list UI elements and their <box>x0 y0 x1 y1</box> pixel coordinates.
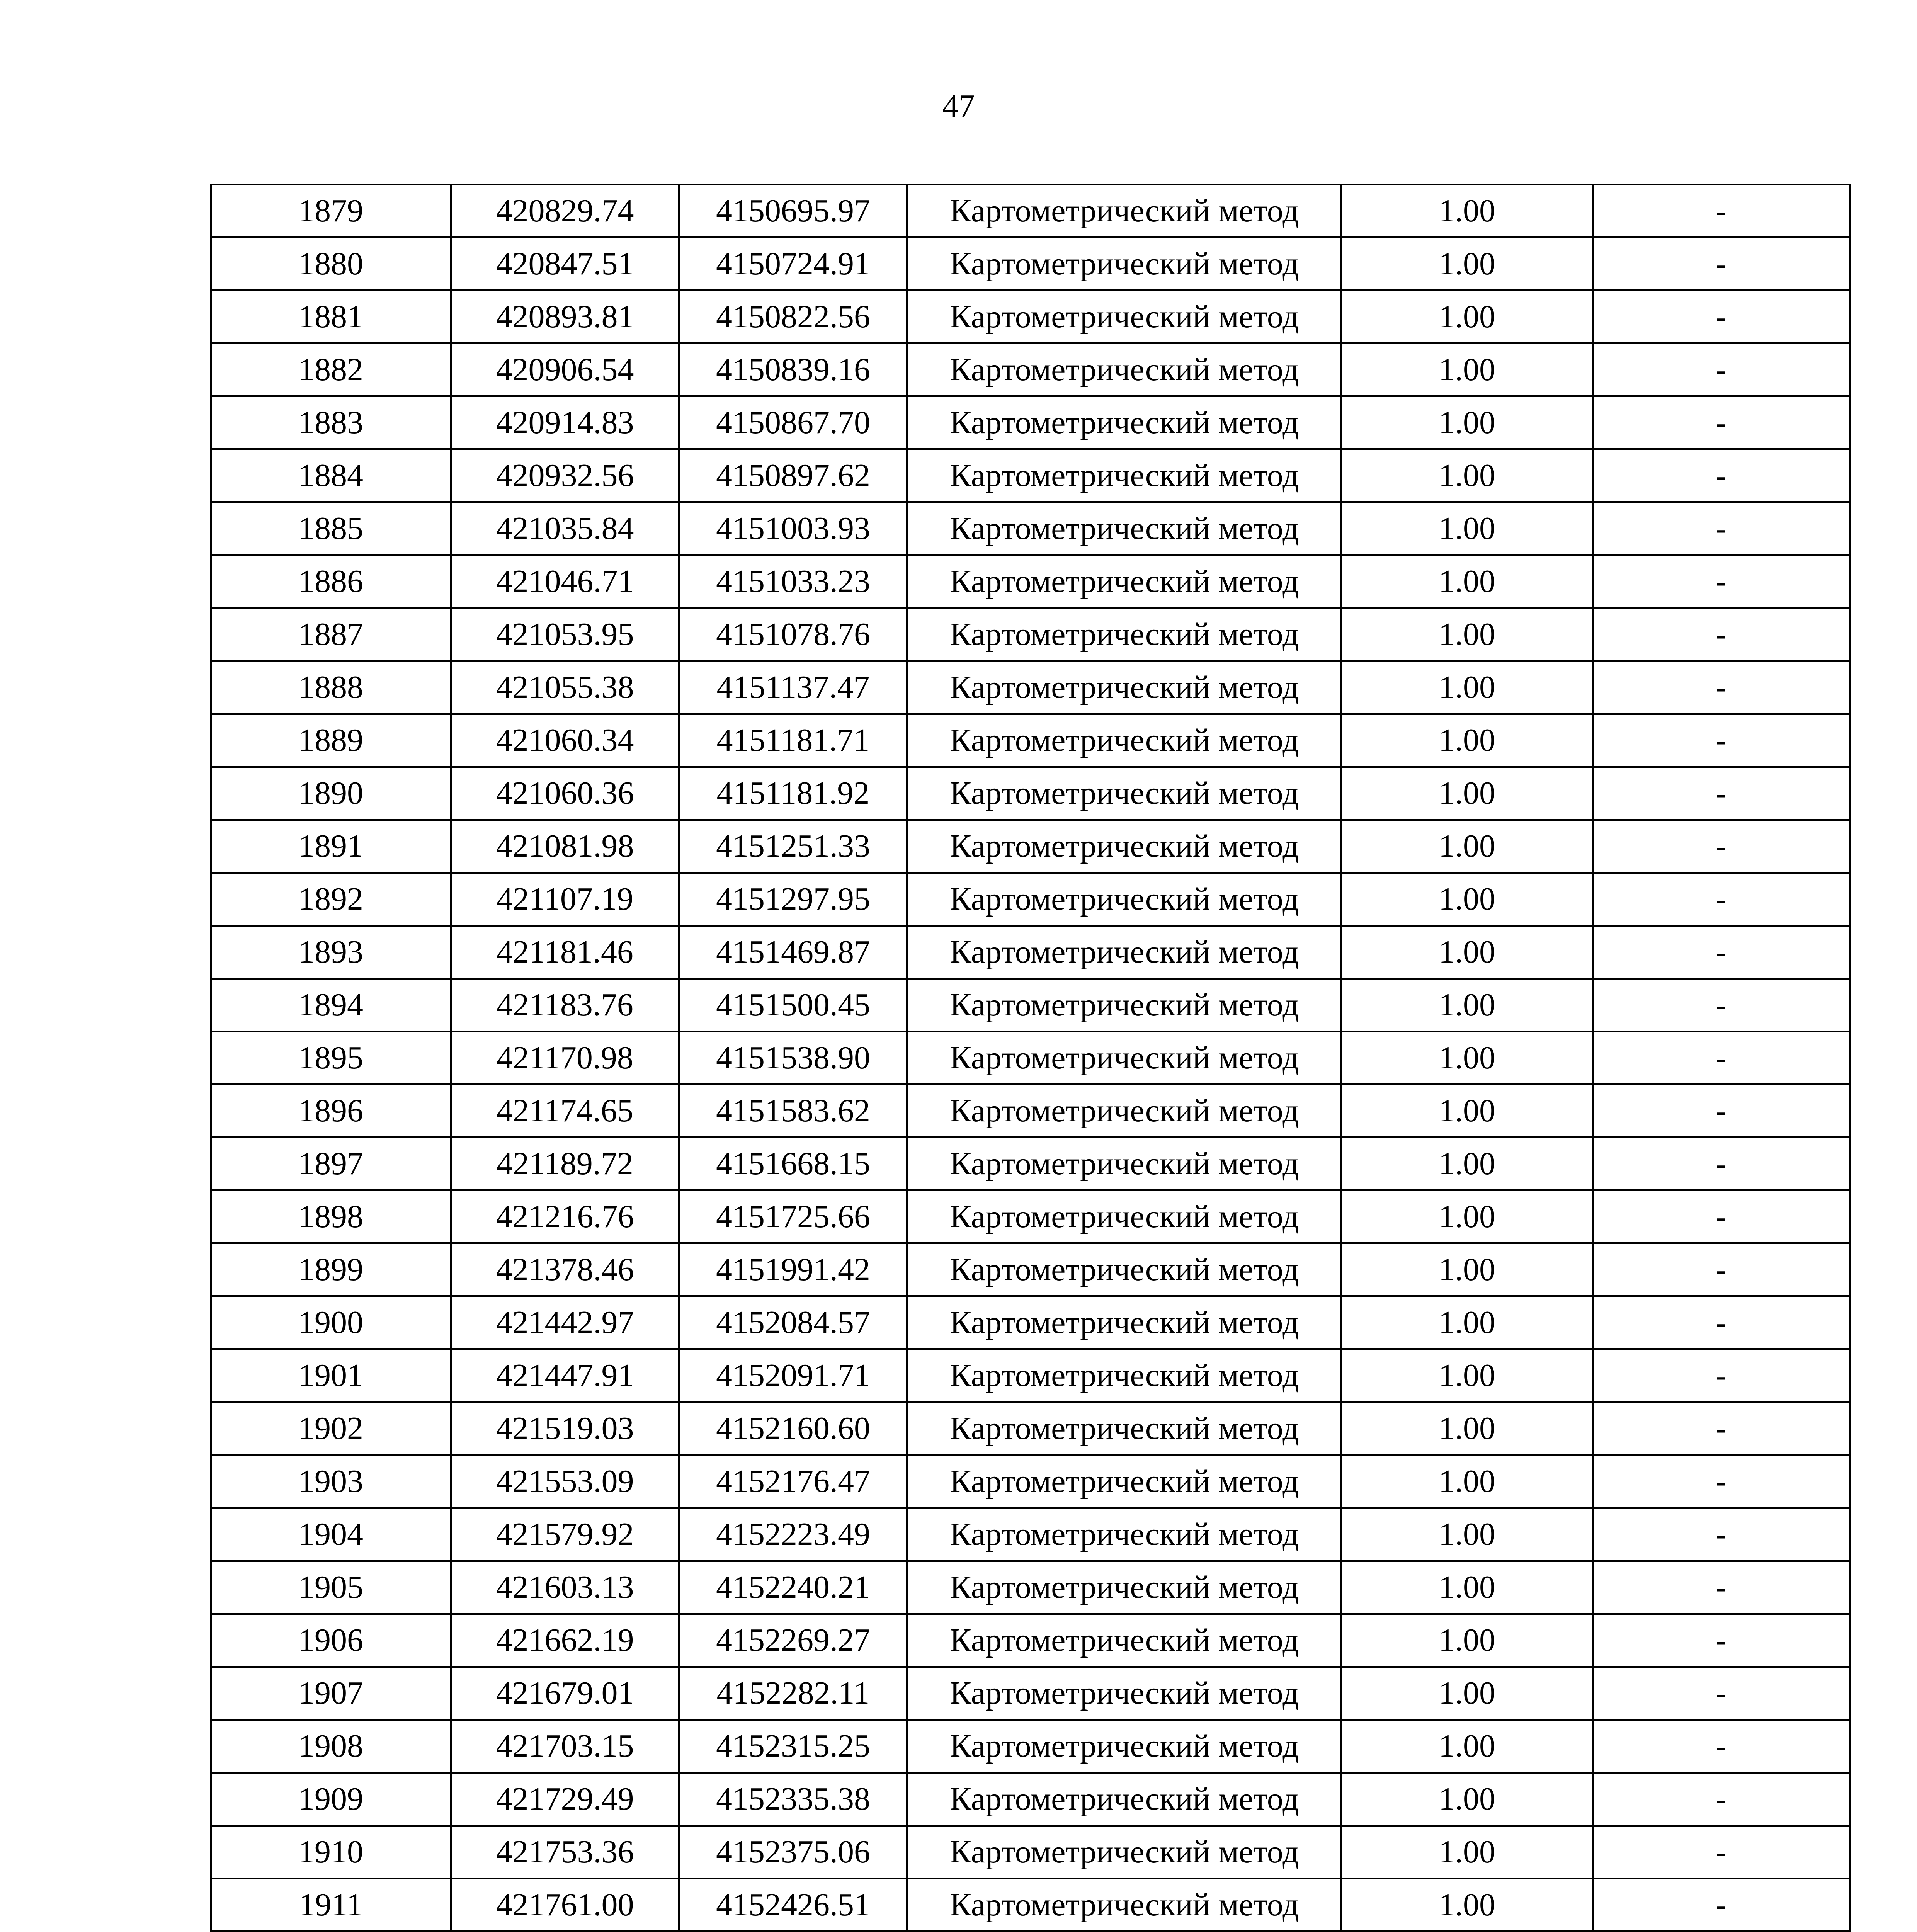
description-cell: - <box>1593 873 1850 926</box>
x-coordinate-cell: 421216.76 <box>451 1190 679 1243</box>
point-number-cell: 1908 <box>211 1720 451 1773</box>
point-number-cell: 1894 <box>211 979 451 1032</box>
table-row <box>211 1879 1850 1932</box>
accuracy-cell: 1.00 <box>1342 1243 1593 1296</box>
point-number-cell: 1884 <box>211 449 451 502</box>
description-cell: - <box>1593 820 1850 873</box>
description-cell: - <box>1593 1508 1850 1561</box>
accuracy-cell: 1.00 <box>1342 1296 1593 1349</box>
table-row <box>211 1032 1850 1085</box>
accuracy-cell: 1.00 <box>1342 1085 1593 1138</box>
point-number-cell: 1911 <box>211 1879 451 1932</box>
point-number-cell: 1909 <box>211 1773 451 1826</box>
accuracy-cell: 1.00 <box>1342 1138 1593 1190</box>
accuracy-cell: 1.00 <box>1342 1032 1593 1085</box>
point-number-cell: 1887 <box>211 608 451 661</box>
point-number-cell: 1882 <box>211 344 451 396</box>
method-cell: Картометрический метод <box>907 608 1342 661</box>
y-coordinate-cell: 4152335.38 <box>679 1773 907 1826</box>
x-coordinate-cell: 421603.13 <box>451 1561 679 1614</box>
x-coordinate-cell: 421183.76 <box>451 979 679 1032</box>
table-row <box>211 238 1850 291</box>
y-coordinate-cell: 4151469.87 <box>679 926 907 979</box>
point-number-cell: 1880 <box>211 238 451 291</box>
method-cell: Картометрический метод <box>907 185 1342 238</box>
description-cell: - <box>1593 449 1850 502</box>
accuracy-cell: 1.00 <box>1342 714 1593 767</box>
x-coordinate-cell: 421442.97 <box>451 1296 679 1349</box>
accuracy-cell: 1.00 <box>1342 291 1593 344</box>
x-coordinate-cell: 420829.74 <box>451 185 679 238</box>
y-coordinate-cell: 4151725.66 <box>679 1190 907 1243</box>
table-row <box>211 1826 1850 1879</box>
y-coordinate-cell: 4152269.27 <box>679 1614 907 1667</box>
table-row <box>211 820 1850 873</box>
y-coordinate-cell: 4152375.06 <box>679 1826 907 1879</box>
accuracy-cell: 1.00 <box>1342 1614 1593 1667</box>
description-cell: - <box>1593 608 1850 661</box>
method-cell: Картометрический метод <box>907 1455 1342 1508</box>
method-cell: Картометрический метод <box>907 344 1342 396</box>
table-row <box>211 1508 1850 1561</box>
table-row <box>211 608 1850 661</box>
method-cell: Картометрический метод <box>907 873 1342 926</box>
accuracy-cell: 1.00 <box>1342 1773 1593 1826</box>
point-number-cell: 1899 <box>211 1243 451 1296</box>
description-cell: - <box>1593 1561 1850 1614</box>
method-cell: Картометрический метод <box>907 1032 1342 1085</box>
method-cell: Картометрический метод <box>907 820 1342 873</box>
accuracy-cell: 1.00 <box>1342 873 1593 926</box>
y-coordinate-cell: 4150822.56 <box>679 291 907 344</box>
point-number-cell: 1903 <box>211 1455 451 1508</box>
accuracy-cell: 1.00 <box>1342 1402 1593 1455</box>
accuracy-cell: 1.00 <box>1342 1826 1593 1879</box>
y-coordinate-cell: 4152091.71 <box>679 1349 907 1402</box>
y-coordinate-cell: 4152282.11 <box>679 1667 907 1720</box>
table-row <box>211 873 1850 926</box>
x-coordinate-cell: 421035.84 <box>451 502 679 555</box>
x-coordinate-cell: 421170.98 <box>451 1032 679 1085</box>
point-number-cell: 1910 <box>211 1826 451 1879</box>
method-cell: Картометрический метод <box>907 1667 1342 1720</box>
y-coordinate-cell: 4150897.62 <box>679 449 907 502</box>
method-cell: Картометрический метод <box>907 1773 1342 1826</box>
y-coordinate-cell: 4151991.42 <box>679 1243 907 1296</box>
description-cell: - <box>1593 1879 1850 1932</box>
method-cell: Картометрический метод <box>907 926 1342 979</box>
x-coordinate-cell: 421447.91 <box>451 1349 679 1402</box>
accuracy-cell: 1.00 <box>1342 1561 1593 1614</box>
accuracy-cell: 1.00 <box>1342 1349 1593 1402</box>
method-cell: Картометрический метод <box>907 1243 1342 1296</box>
x-coordinate-cell: 421107.19 <box>451 873 679 926</box>
coordinates-table <box>210 184 1851 1932</box>
method-cell: Картометрический метод <box>907 1508 1342 1561</box>
point-number-cell: 1907 <box>211 1667 451 1720</box>
table-row <box>211 1349 1850 1402</box>
point-number-cell: 1893 <box>211 926 451 979</box>
point-number-cell: 1898 <box>211 1190 451 1243</box>
x-coordinate-cell: 421189.72 <box>451 1138 679 1190</box>
accuracy-cell: 1.00 <box>1342 502 1593 555</box>
table-row <box>211 1138 1850 1190</box>
x-coordinate-cell: 420932.56 <box>451 449 679 502</box>
method-cell: Картометрический метод <box>907 1190 1342 1243</box>
table-row <box>211 1085 1850 1138</box>
description-cell: - <box>1593 926 1850 979</box>
accuracy-cell: 1.00 <box>1342 820 1593 873</box>
method-cell: Картометрический метод <box>907 1826 1342 1879</box>
accuracy-cell: 1.00 <box>1342 661 1593 714</box>
x-coordinate-cell: 421579.92 <box>451 1508 679 1561</box>
point-number-cell: 1879 <box>211 185 451 238</box>
description-cell: - <box>1593 238 1850 291</box>
description-cell: - <box>1593 1349 1850 1402</box>
accuracy-cell: 1.00 <box>1342 396 1593 449</box>
x-coordinate-cell: 421753.36 <box>451 1826 679 1879</box>
accuracy-cell: 1.00 <box>1342 344 1593 396</box>
method-cell: Картометрический метод <box>907 555 1342 608</box>
y-coordinate-cell: 4151003.93 <box>679 502 907 555</box>
point-number-cell: 1888 <box>211 661 451 714</box>
description-cell: - <box>1593 1455 1850 1508</box>
method-cell: Картометрический метод <box>907 449 1342 502</box>
y-coordinate-cell: 4152315.25 <box>679 1720 907 1773</box>
x-coordinate-cell: 421378.46 <box>451 1243 679 1296</box>
description-cell: - <box>1593 291 1850 344</box>
y-coordinate-cell: 4151251.33 <box>679 820 907 873</box>
method-cell: Картометрический метод <box>907 396 1342 449</box>
accuracy-cell: 1.00 <box>1342 1190 1593 1243</box>
table-row <box>211 1243 1850 1296</box>
method-cell: Картометрический метод <box>907 1720 1342 1773</box>
y-coordinate-cell: 4152160.60 <box>679 1402 907 1455</box>
accuracy-cell: 1.00 <box>1342 1879 1593 1932</box>
x-coordinate-cell: 421174.65 <box>451 1085 679 1138</box>
x-coordinate-cell: 421553.09 <box>451 1455 679 1508</box>
method-cell: Картометрический метод <box>907 767 1342 820</box>
table-row <box>211 1190 1850 1243</box>
description-cell: - <box>1593 1085 1850 1138</box>
y-coordinate-cell: 4152426.51 <box>679 1879 907 1932</box>
method-cell: Картометрический метод <box>907 979 1342 1032</box>
method-cell: Картометрический метод <box>907 238 1342 291</box>
accuracy-cell: 1.00 <box>1342 449 1593 502</box>
point-number-cell: 1889 <box>211 714 451 767</box>
table-row <box>211 1614 1850 1667</box>
table-row <box>211 344 1850 396</box>
accuracy-cell: 1.00 <box>1342 926 1593 979</box>
method-cell: Картометрический метод <box>907 1349 1342 1402</box>
y-coordinate-cell: 4151538.90 <box>679 1032 907 1085</box>
description-cell: - <box>1593 1243 1850 1296</box>
accuracy-cell: 1.00 <box>1342 767 1593 820</box>
description-cell: - <box>1593 767 1850 820</box>
point-number-cell: 1885 <box>211 502 451 555</box>
point-number-cell: 1892 <box>211 873 451 926</box>
description-cell: - <box>1593 1190 1850 1243</box>
description-cell: - <box>1593 714 1850 767</box>
x-coordinate-cell: 421081.98 <box>451 820 679 873</box>
point-number-cell: 1897 <box>211 1138 451 1190</box>
description-cell: - <box>1593 1138 1850 1190</box>
description-cell: - <box>1593 555 1850 608</box>
x-coordinate-cell: 421053.95 <box>451 608 679 661</box>
y-coordinate-cell: 4150695.97 <box>679 185 907 238</box>
y-coordinate-cell: 4152176.47 <box>679 1455 907 1508</box>
description-cell: - <box>1593 185 1850 238</box>
x-coordinate-cell: 421662.19 <box>451 1614 679 1667</box>
point-number-cell: 1905 <box>211 1561 451 1614</box>
y-coordinate-cell: 4152240.21 <box>679 1561 907 1614</box>
y-coordinate-cell: 4152223.49 <box>679 1508 907 1561</box>
description-cell: - <box>1593 502 1850 555</box>
table-row <box>211 396 1850 449</box>
table-row <box>211 661 1850 714</box>
point-number-cell: 1902 <box>211 1402 451 1455</box>
accuracy-cell: 1.00 <box>1342 1667 1593 1720</box>
y-coordinate-cell: 4150724.91 <box>679 238 907 291</box>
table-row <box>211 979 1850 1032</box>
description-cell: - <box>1593 1826 1850 1879</box>
coordinates-table-body <box>211 185 1850 1932</box>
method-cell: Картометрический метод <box>907 1296 1342 1349</box>
point-number-cell: 1883 <box>211 396 451 449</box>
y-coordinate-cell: 4150839.16 <box>679 344 907 396</box>
point-number-cell: 1900 <box>211 1296 451 1349</box>
accuracy-cell: 1.00 <box>1342 608 1593 661</box>
method-cell: Картометрический метод <box>907 1138 1342 1190</box>
accuracy-cell: 1.00 <box>1342 1508 1593 1561</box>
description-cell: - <box>1593 396 1850 449</box>
point-number-cell: 1904 <box>211 1508 451 1561</box>
method-cell: Картометрический метод <box>907 502 1342 555</box>
x-coordinate-cell: 421703.15 <box>451 1720 679 1773</box>
method-cell: Картометрический метод <box>907 1402 1342 1455</box>
point-number-cell: 1895 <box>211 1032 451 1085</box>
y-coordinate-cell: 4151181.71 <box>679 714 907 767</box>
method-cell: Картометрический метод <box>907 1614 1342 1667</box>
table-row <box>211 1561 1850 1614</box>
y-coordinate-cell: 4152084.57 <box>679 1296 907 1349</box>
table-row <box>211 926 1850 979</box>
x-coordinate-cell: 420847.51 <box>451 238 679 291</box>
accuracy-cell: 1.00 <box>1342 1720 1593 1773</box>
y-coordinate-cell: 4151033.23 <box>679 555 907 608</box>
x-coordinate-cell: 421761.00 <box>451 1879 679 1932</box>
y-coordinate-cell: 4151137.47 <box>679 661 907 714</box>
table-row <box>211 1455 1850 1508</box>
point-number-cell: 1901 <box>211 1349 451 1402</box>
point-number-cell: 1886 <box>211 555 451 608</box>
point-number-cell: 1906 <box>211 1614 451 1667</box>
x-coordinate-cell: 421519.03 <box>451 1402 679 1455</box>
y-coordinate-cell: 4151181.92 <box>679 767 907 820</box>
description-cell: - <box>1593 1296 1850 1349</box>
x-coordinate-cell: 420906.54 <box>451 344 679 396</box>
y-coordinate-cell: 4151500.45 <box>679 979 907 1032</box>
method-cell: Картометрический метод <box>907 661 1342 714</box>
method-cell: Картометрический метод <box>907 291 1342 344</box>
table-row <box>211 714 1850 767</box>
y-coordinate-cell: 4151583.62 <box>679 1085 907 1138</box>
point-number-cell: 1896 <box>211 1085 451 1138</box>
x-coordinate-cell: 420914.83 <box>451 396 679 449</box>
point-number-cell: 1890 <box>211 767 451 820</box>
description-cell: - <box>1593 1773 1850 1826</box>
method-cell: Картометрический метод <box>907 714 1342 767</box>
table-row <box>211 1296 1850 1349</box>
point-number-cell: 1881 <box>211 291 451 344</box>
description-cell: - <box>1593 1614 1850 1667</box>
method-cell: Картометрический метод <box>907 1085 1342 1138</box>
x-coordinate-cell: 421055.38 <box>451 661 679 714</box>
accuracy-cell: 1.00 <box>1342 1455 1593 1508</box>
table-row <box>211 449 1850 502</box>
description-cell: - <box>1593 1720 1850 1773</box>
y-coordinate-cell: 4151297.95 <box>679 873 907 926</box>
accuracy-cell: 1.00 <box>1342 185 1593 238</box>
accuracy-cell: 1.00 <box>1342 238 1593 291</box>
page-number: 47 <box>942 88 975 124</box>
description-cell: - <box>1593 979 1850 1032</box>
table-row <box>211 555 1850 608</box>
table-row <box>211 291 1850 344</box>
x-coordinate-cell: 421046.71 <box>451 555 679 608</box>
x-coordinate-cell: 421181.46 <box>451 926 679 979</box>
x-coordinate-cell: 421679.01 <box>451 1667 679 1720</box>
table-row <box>211 502 1850 555</box>
table-row <box>211 185 1850 238</box>
description-cell: - <box>1593 344 1850 396</box>
y-coordinate-cell: 4151668.15 <box>679 1138 907 1190</box>
x-coordinate-cell: 421060.34 <box>451 714 679 767</box>
table-row <box>211 767 1850 820</box>
table-row <box>211 1773 1850 1826</box>
table-row <box>211 1667 1850 1720</box>
accuracy-cell: 1.00 <box>1342 555 1593 608</box>
x-coordinate-cell: 420893.81 <box>451 291 679 344</box>
y-coordinate-cell: 4151078.76 <box>679 608 907 661</box>
method-cell: Картометрический метод <box>907 1879 1342 1932</box>
y-coordinate-cell: 4150867.70 <box>679 396 907 449</box>
description-cell: - <box>1593 1667 1850 1720</box>
x-coordinate-cell: 421060.36 <box>451 767 679 820</box>
table-row <box>211 1402 1850 1455</box>
x-coordinate-cell: 421729.49 <box>451 1773 679 1826</box>
description-cell: - <box>1593 1402 1850 1455</box>
description-cell: - <box>1593 1032 1850 1085</box>
accuracy-cell: 1.00 <box>1342 979 1593 1032</box>
method-cell: Картометрический метод <box>907 1561 1342 1614</box>
point-number-cell: 1891 <box>211 820 451 873</box>
table-row <box>211 1720 1850 1773</box>
description-cell: - <box>1593 661 1850 714</box>
